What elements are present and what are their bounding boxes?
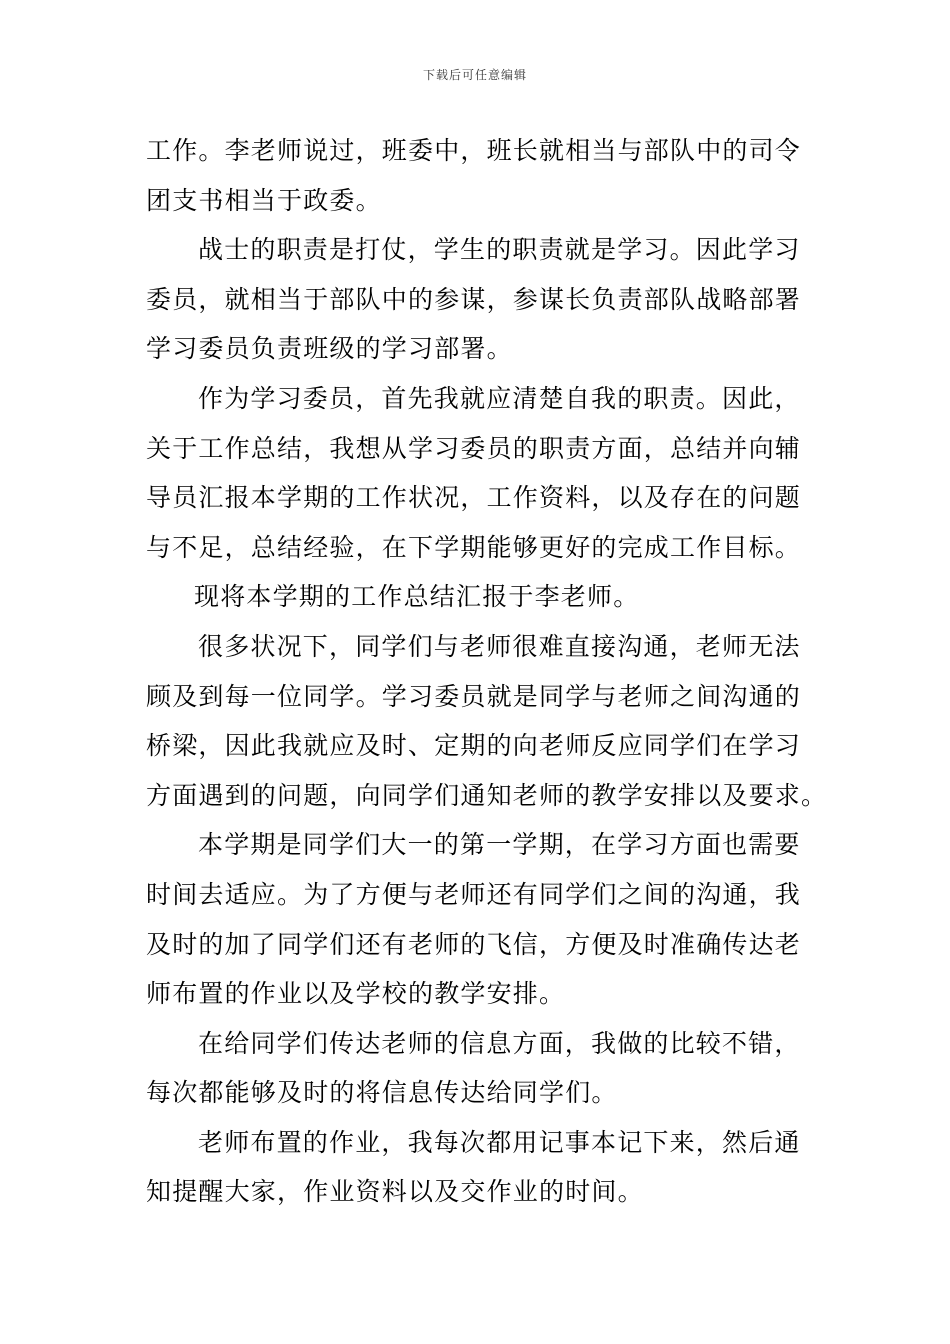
text-line: 方面遇到的问题，向同学们通知老师的教学安排以及要求。 <box>146 780 828 810</box>
text-line: 委员，就相当于部队中的参谋，参谋长负责部队战略部署 <box>146 284 802 314</box>
text-line: 关于工作总结，我想从学习委员的职责方面，总结并向辅 <box>146 433 802 463</box>
text-line: 导员汇报本学期的工作状况，工作资料，以及存在的问题 <box>146 483 802 513</box>
paragraph-start-line: 在给同学们传达老师的信息方面，我做的比较不错， <box>198 1028 801 1058</box>
paragraph-start-line: 战士的职责是打仗，学生的职责就是学习。因此学习 <box>198 235 801 265</box>
text-line: 师布置的作业以及学校的教学安排。 <box>146 979 566 1009</box>
text-line: 每次都能够及时的将信息传达给同学们。 <box>146 1078 618 1108</box>
text-line: 与不足，总结经验，在下学期能够更好的完成工作目标。 <box>146 532 802 562</box>
text-line: 工作。李老师说过，班委中，班长就相当与部队中的司令 <box>146 136 802 165</box>
paragraph-start-line: 本学期是同学们大一的第一学期，在学习方面也需要 <box>198 830 801 860</box>
text-line: 时间去适应。为了方便与老师还有同学们之间的沟通，我 <box>146 879 802 909</box>
text-line: 知提醒大家，作业资料以及交作业的时间。 <box>146 1177 644 1207</box>
header-note: 下载后可任意编辑 <box>422 68 527 82</box>
text-line: 团支书相当于政委。 <box>146 185 382 215</box>
paragraph-start-line: 作为学习委员，首先我就应清楚自我的职责。因此， <box>198 383 801 413</box>
paragraph-start-line: 很多状况下，同学们与老师很难直接沟通，老师无法 <box>198 631 801 661</box>
text-line: 及时的加了同学们还有老师的飞信，方便及时准确传达老 <box>146 929 802 959</box>
text-line: 学习委员负责班级的学习部署。 <box>146 334 513 364</box>
paragraph-start-line: 老师布置的作业，我每次都用记事本记下来，然后通 <box>198 1127 801 1157</box>
text-line: 顾及到每一位同学。学习委员就是同学与老师之间沟通的 <box>146 681 802 711</box>
text-line: 桥梁，因此我就应及时、定期的向老师反应同学们在学习 <box>146 731 802 761</box>
body-text <box>146 126 828 1217</box>
paragraph-start-line: 现将本学期的工作总结汇报于李老师。 <box>194 582 640 612</box>
